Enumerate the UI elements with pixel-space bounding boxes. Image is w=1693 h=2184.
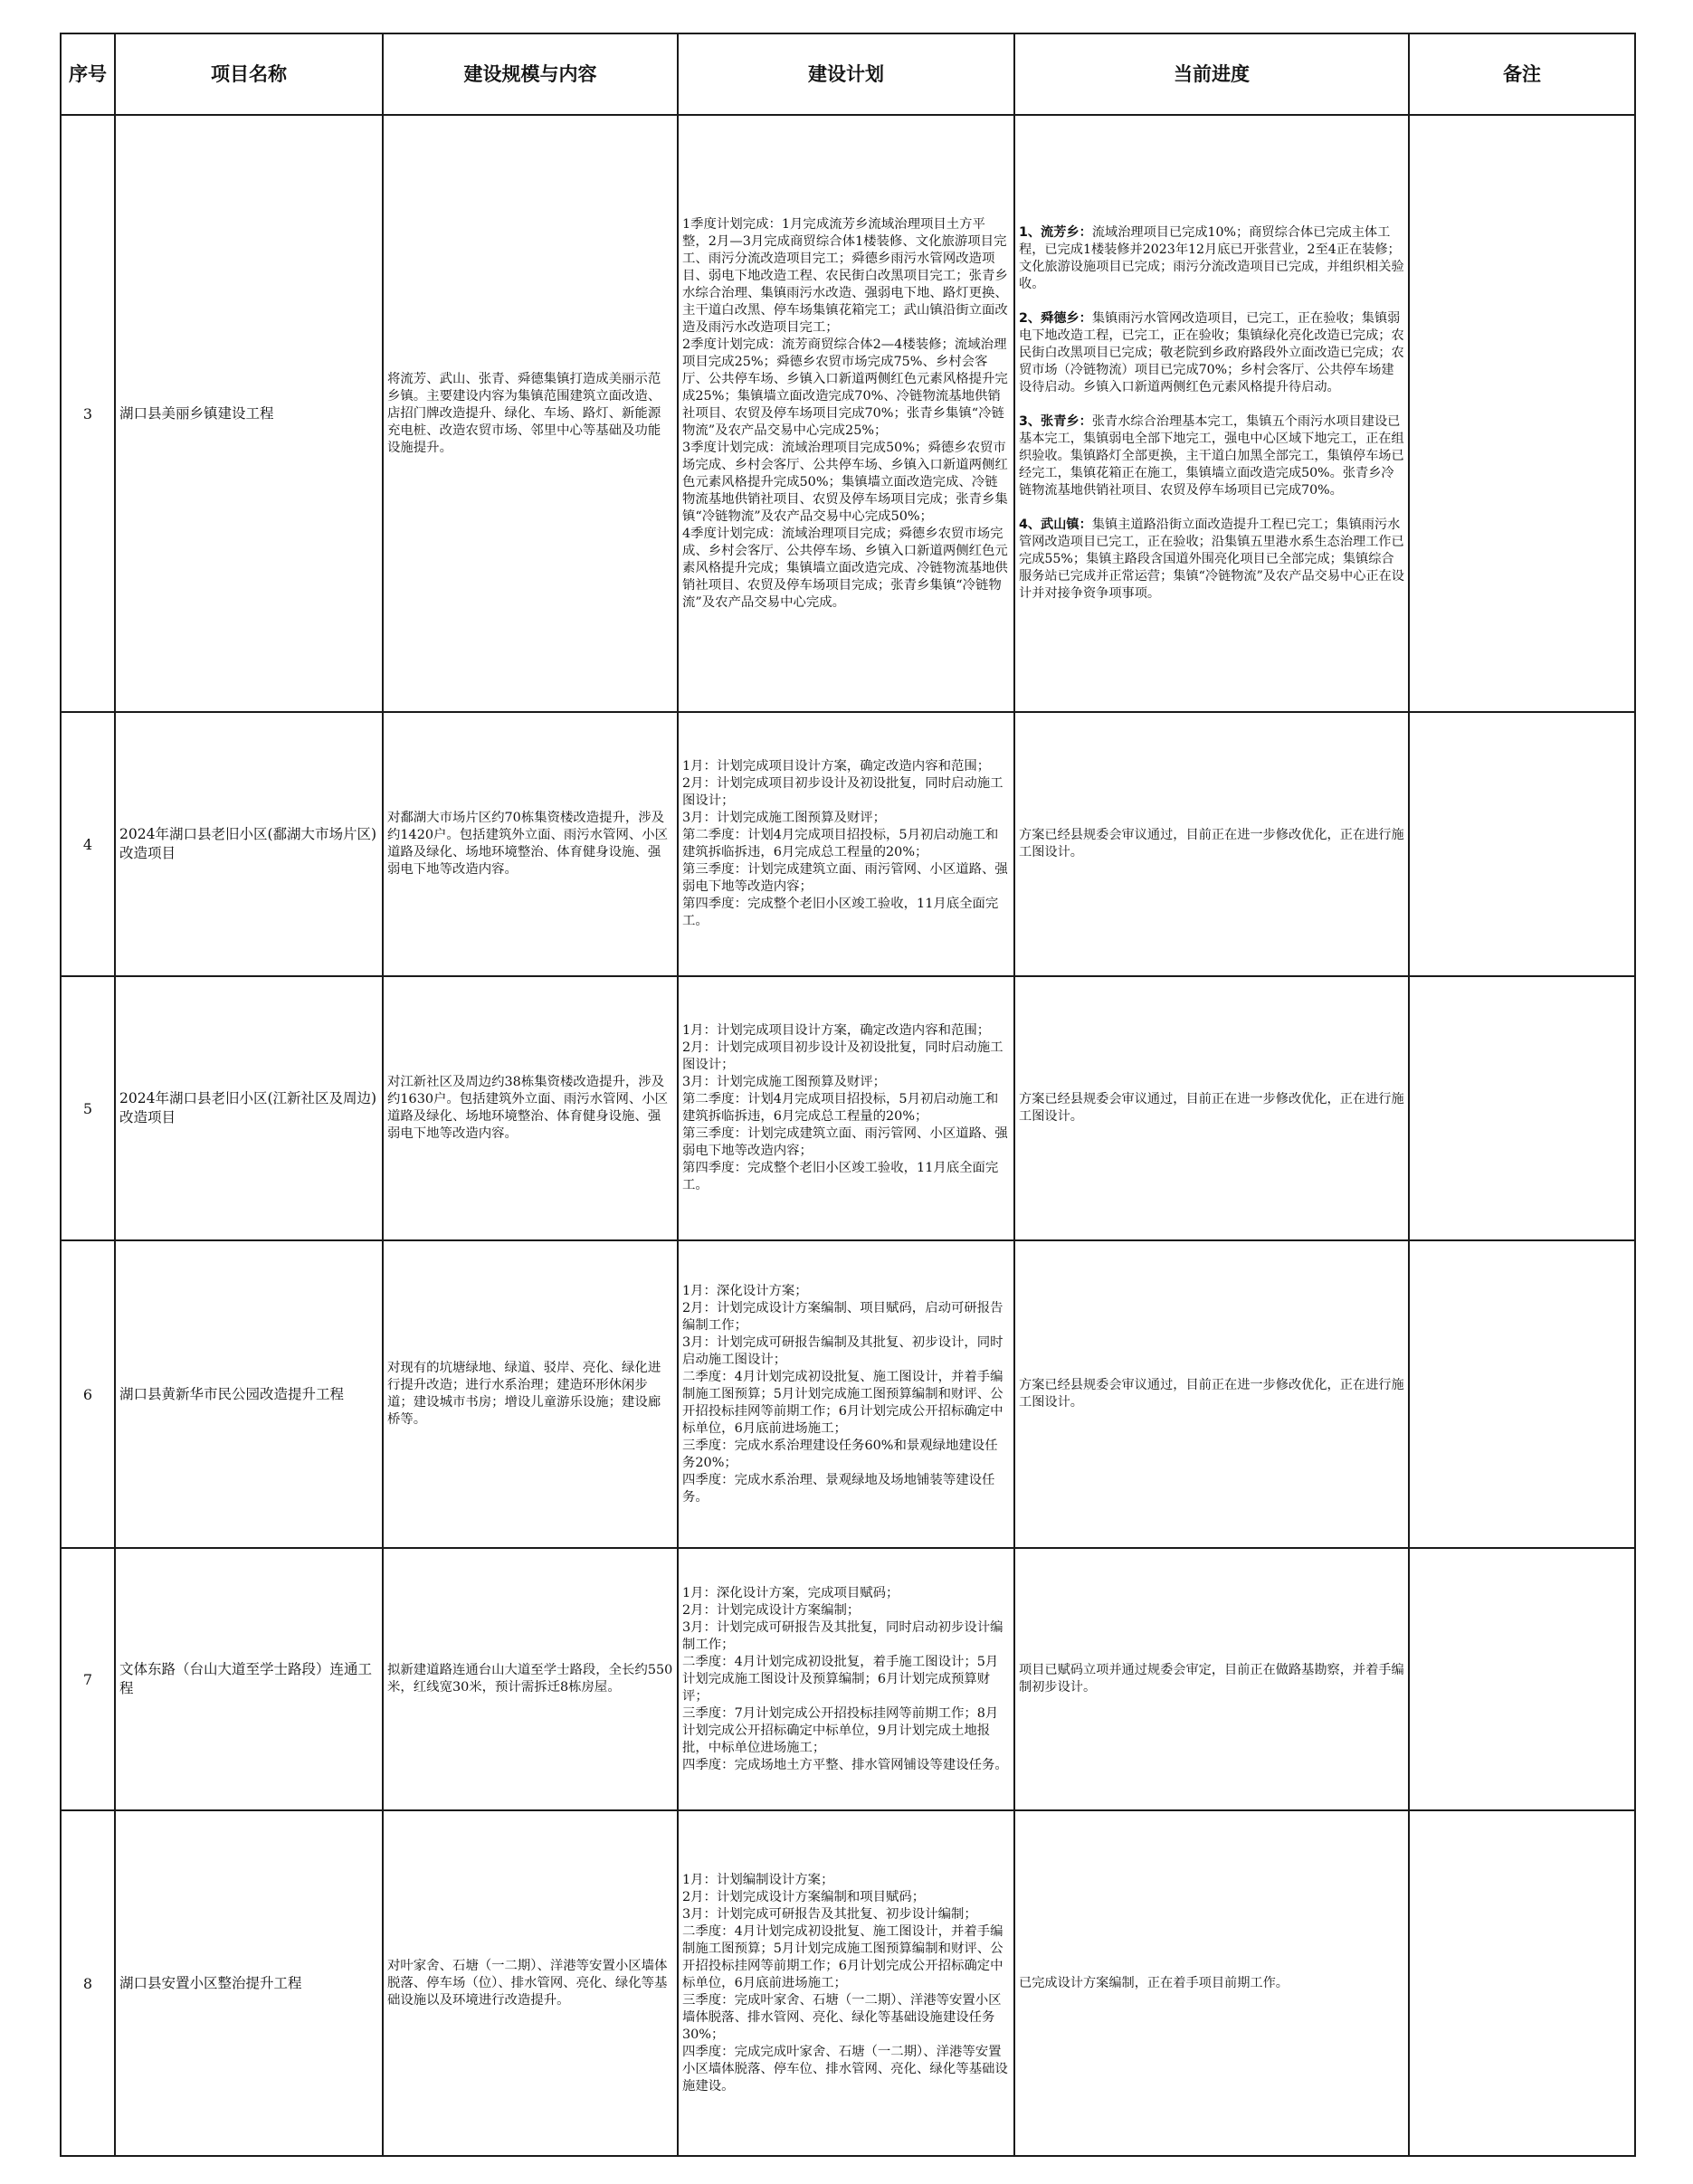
table-header-row <box>61 33 1635 115</box>
row-name: 湖口县美丽乡镇建设工程 <box>115 115 383 712</box>
row-progress: 方案已经县规委会审议通过，目前正在进一步修改优化，正在进行施工图设计。 <box>1014 1240 1409 1548</box>
progress-item <box>1019 224 1404 293</box>
table-row <box>61 1548 1635 1810</box>
progress-text: 集镇主道路沿街立面改造提升工程已完工；集镇雨污水管网改造项目已完工，正在验收；沿集镇五里港水系生态治理工作已完成55%；集镇主路段含国道外围亮化项目已全部完成；集镇综合服务站已完成并正常运营；集镇“冷链物流”及农产品交易中心正在设计并对接争资争项事项。 <box>1019 518 1404 601</box>
row-plan: 1月：计划完成项目设计方案，确定改造内容和范围； 2月：计划完成项目初步设计及初设批复，同时启动施工图设计； 3月：计划完成施工图预算及财评； 第二季度：计划4月完成项目招投标，5月初启动施工和建筑拆临拆违，6月完成总工程量的20%； 第三季度：计划完成建筑立面、雨污管网、小区道路、强弱电下地等改造内容； 第四季度：完成整个老旧小区竣工验收，11月底全面完工。 <box>678 712 1014 976</box>
row-name: 湖口县黄新华市民公园改造提升工程 <box>115 1240 383 1548</box>
row-plan: 1月：计划完成项目设计方案，确定改造内容和范围； 2月：计划完成项目初步设计及初设批复，同时启动施工图设计； 3月：计划完成施工图预算及财评； 第二季度：计划4月完成项目招投标，5月初启动施工和建筑拆临拆违，6月完成总工程量的20%； 第三季度：计划完成建筑立面、雨污管网、小区道路、强弱电下地等改造内容； 第四季度：完成整个老旧小区竣工验收，11月底全面完工。 <box>678 976 1014 1240</box>
row-scale: 对鄱湖大市场片区约70栋集资楼改造提升，涉及约1420户。包括建筑外立面、雨污水管网、小区道路及绿化、场地环境整治、体育健身设施、强弱电下地等改造内容。 <box>383 712 678 976</box>
row-progress: 方案已经县规委会审议通过，目前正在进一步修改优化，正在进行施工图设计。 <box>1014 976 1409 1240</box>
row-plan: 1月：深化设计方案，完成项目赋码； 2月：计划完成设计方案编制； 3月：计划完成可研报告及其批复，同时启动初步设计编制工作； 二季度：4月计划完成初设批复，着手施工图设计；5月计划完成施工图设计及预算编制；6月计划完成预算财评； 三季度：7月计划完成公开招投标挂网等前期工作；8月计划完成公开招标确定中标单位，9月计划完成土地报批，中标单位进场施工； 四季度：完成场地土方平整、排水管网铺设等建设任务。 <box>678 1548 1014 1810</box>
progress-label: 2、舜德乡： <box>1019 311 1092 326</box>
row-remark <box>1409 1548 1635 1810</box>
header-seq: 序号 <box>61 33 115 115</box>
table-row <box>61 1240 1635 1548</box>
row-progress: 项目已赋码立项并通过规委会审定，目前正在做路基勘察，并着手编制初步设计。 <box>1014 1548 1409 1810</box>
row-scale: 将流芳、武山、张青、舜德集镇打造成美丽示范乡镇。主要建设内容为集镇范围建筑立面改造、店招门牌改造提升、绿化、车场、路灯、新能源充电桩、改造农贸市场、邻里中心等基础及功能设施提升。 <box>383 115 678 712</box>
row-name: 2024年湖口县老旧小区(江新社区及周边)改造项目 <box>115 976 383 1240</box>
header-scale: 建设规模与内容 <box>383 33 678 115</box>
row-plan: 1月：深化设计方案； 2月：计划完成设计方案编制、项目赋码，启动可研报告编制工作； 3月：计划完成可研报告编制及其批复、初步设计，同时启动施工图设计； 二季度：4月计划完成初设批复、施工图设计，并着手编制施工图预算；5月计划完成施工图预算编制和财评、公开招投标挂网等前期工作；6月计划完成公开招标确定中标单位，6月底前进场施工； 三季度：完成水系治理建设任务60%和景观绿地建设任务20%； 四季度：完成水系治理、景观绿地及场地铺装等建设任务。 <box>678 1240 1014 1548</box>
table-row <box>61 1810 1635 2156</box>
progress-label: 1、流芳乡： <box>1019 225 1092 240</box>
progress-text: 流域治理项目已完成10%；商贸综合体已完成主体工程，已完成1楼装修并2023年12月底已开张营业，2至4正在装修；文化旅游设施项目已完成；雨污分流改造项目已完成，并组织相关验收。 <box>1019 225 1404 291</box>
header-plan: 建设计划 <box>678 33 1014 115</box>
row-plan: 1季度计划完成：1月完成流芳乡流域治理项目土方平整，2月—3月完成商贸综合体1楼装修、文化旅游项目完工、雨污分流改造项目完工；舜德乡雨污水管网改造项目、弱电下地改造工程、农民街白改黑项目完工；张青乡水综合治理、集镇雨污水改造、强弱电下地、路灯更换、主干道白改黑、停车场集镇花箱完工；武山镇沿街立面改造及雨污水改造项目完工； 2季度计划完成：流芳商贸综合体2—4楼装修；流域治理项目完成25%；舜德乡农贸市场完成75%、乡村会客厅、公共停车场、乡镇入口新道两侧红色元素风格提升完成25%；集镇墙立面改造完成70%、冷链物流基地供销社项目、农贸及停车场项目完成70%；张青乡集镇“冷链物流”及农产品交易中心完成25%； 3季度计划完成：流域治理项目完成50%；舜德乡农贸市场完成、乡村会客厅、公共停车场、乡镇入口新道两侧红色元素风格提升完成50%；集镇墙立面改造完成、冷链物流基地供销社项目、农贸及停车场项目完成；张青乡集镇“冷链物流”及农产品交易中心完成50%； 4季度计划完成：流域治理项目完成；舜德乡农贸市场完成、乡村会客厅、公共停车场、乡镇入口新道两侧红色元素风格提升完成；集镇墙立面改造完成、冷链物流基地供销社项目、农贸及停车场项目完成；张青乡集镇“冷链物流”及农产品交易中心完成。 <box>678 115 1014 712</box>
progress-label: 4、武山镇： <box>1019 518 1092 532</box>
table-row <box>61 115 1635 712</box>
row-progress <box>1014 115 1409 712</box>
row-seq: 7 <box>61 1548 115 1810</box>
row-remark <box>1409 1810 1635 2156</box>
progress-item <box>1019 413 1404 499</box>
project-table <box>60 33 1636 2157</box>
row-seq: 5 <box>61 976 115 1240</box>
progress-item <box>1019 310 1404 396</box>
progress-text: 集镇雨污水管网改造项目，已完工，正在验收；集镇弱电下地改造工程，已完工，正在验收；集镇绿化亮化改造已完成；农民街白改黑项目已完成；敬老院到乡政府路段外立面改造已完成；农贸市场（冷链物流）项目已完成70%；乡村会客厅、公共停车场建设待启动。乡镇入口新道两侧红色元素风格提升待启动。 <box>1019 311 1404 394</box>
progress-label: 3、张青乡： <box>1019 414 1092 429</box>
row-remark <box>1409 1240 1635 1548</box>
table-row <box>61 976 1635 1240</box>
header-name: 项目名称 <box>115 33 383 115</box>
header-progress: 当前进度 <box>1014 33 1409 115</box>
row-seq: 4 <box>61 712 115 976</box>
row-plan: 1月：计划编制设计方案； 2月：计划完成设计方案编制和项目赋码； 3月：计划完成可研报告及其批复、初步设计编制； 二季度：4月计划完成初设批复、施工图设计，并着手编制施工图预算；5月计划完成施工图预算编制和财评、公开招投标挂网等前期工作；6月计划完成公开招标确定中标单位，6月底前进场施工； 三季度：完成叶家舍、石塘（一二期）、洋港等安置小区墙体脱落、排水管网、亮化、绿化等基础设施建设任务30%； 四季度：完成完成叶家舍、石塘（一二期）、洋港等安置小区墙体脱落、停车位、排水管网、亮化、绿化等基础设施建设。 <box>678 1810 1014 2156</box>
row-seq: 3 <box>61 115 115 712</box>
progress-text: 张青水综合治理基本完工，集镇五个雨污水项目建设已基本完工，集镇弱电全部下地完工，强电中心区域下地完工，正在组织验收。集镇路灯全部更换，主干道白加黑全部完工，集镇停车场已经完工，集镇花箱正在施工，集镇墙立面改造完成50%。张青乡冷链物流基地供销社项目、农贸及停车场项目已完成70%。 <box>1019 414 1404 498</box>
row-remark <box>1409 712 1635 976</box>
row-scale: 对叶家舍、石塘（一二期）、洋港等安置小区墙体脱落、停车场（位）、排水管网、亮化、绿化等基础设施以及环境进行改造提升。 <box>383 1810 678 2156</box>
row-progress: 方案已经县规委会审议通过，目前正在进一步修改优化，正在进行施工图设计。 <box>1014 712 1409 976</box>
row-scale: 对江新社区及周边约38栋集资楼改造提升，涉及约1630户。包括建筑外立面、雨污水管网、小区道路及绿化、场地环境整治、体育健身设施、强弱电下地等改造内容。 <box>383 976 678 1240</box>
row-progress: 已完成设计方案编制，正在着手项目前期工作。 <box>1014 1810 1409 2156</box>
table-row <box>61 712 1635 976</box>
row-scale: 对现有的坑塘绿地、绿道、驳岸、亮化、绿化进行提升改造；进行水系治理；建造环形休闲步道；建设城市书房；增设儿童游乐设施；建设廊桥等。 <box>383 1240 678 1548</box>
row-name: 湖口县安置小区整治提升工程 <box>115 1810 383 2156</box>
row-scale: 拟新建道路连通台山大道至学士路段，全长约550米，红线宽30米，预计需拆迁8栋房屋。 <box>383 1548 678 1810</box>
row-seq: 8 <box>61 1810 115 2156</box>
row-name: 文体东路（台山大道至学士路段）连通工程 <box>115 1548 383 1810</box>
row-remark <box>1409 976 1635 1240</box>
row-name: 2024年湖口县老旧小区(鄱湖大市场片区)改造项目 <box>115 712 383 976</box>
progress-item <box>1019 517 1404 603</box>
header-remark: 备注 <box>1409 33 1635 115</box>
row-remark <box>1409 115 1635 712</box>
row-seq: 6 <box>61 1240 115 1548</box>
